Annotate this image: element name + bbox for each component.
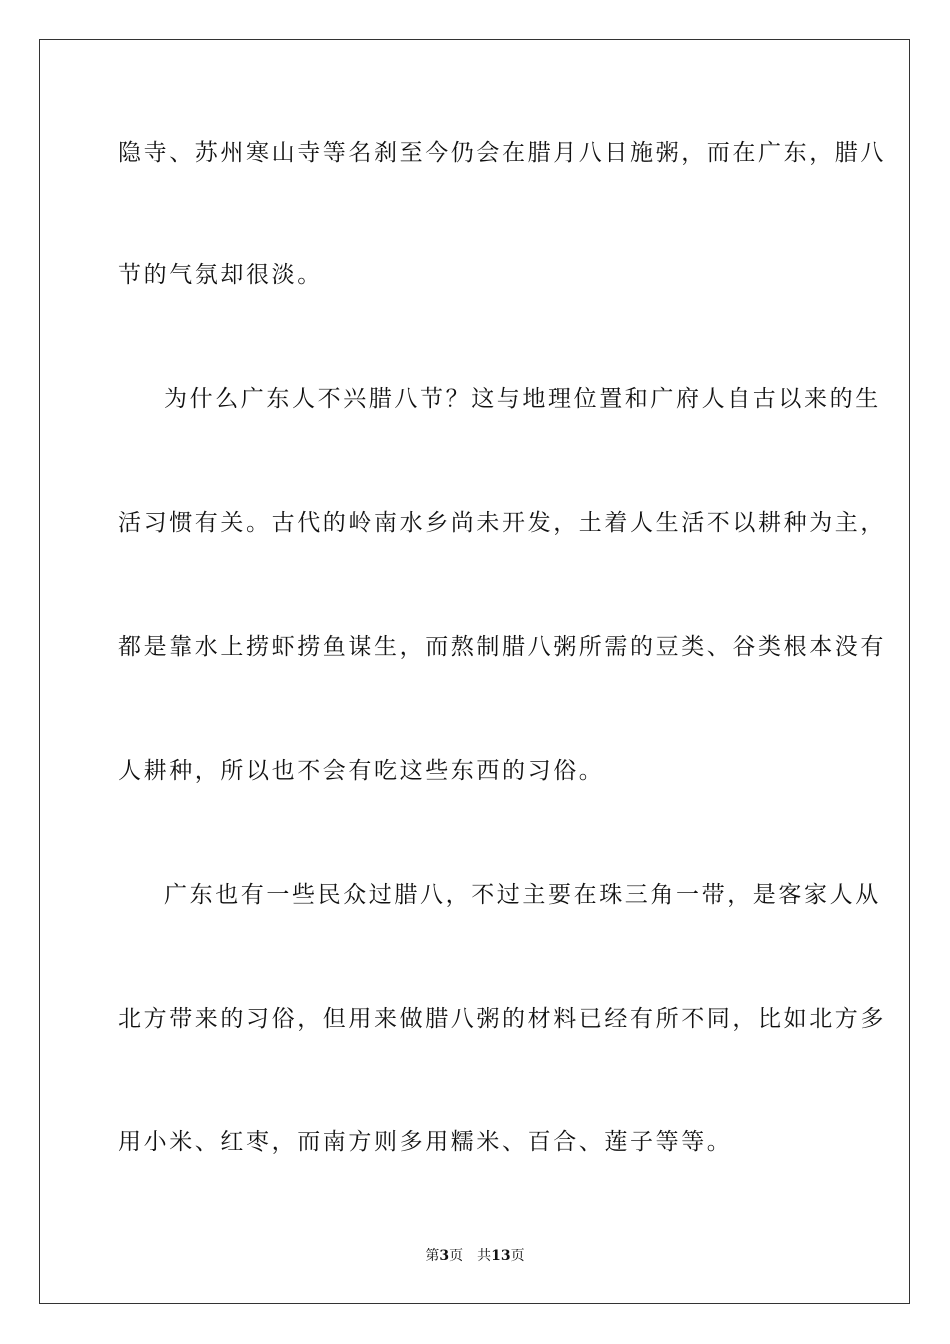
paragraph-start-line: 为什么广东人不兴腊八节？这与地理位置和广府人自古以来的生	[164, 386, 881, 412]
page-footer	[0, 1247, 950, 1265]
page-frame	[39, 39, 910, 1304]
text-line: 人耕种，所以也不会有吃这些东西的习俗。	[118, 758, 605, 784]
text-line: 北方带来的习俗，但用来做腊八粥的材料已经有所不同，比如北方多	[118, 1006, 886, 1032]
page-number: 3	[439, 1248, 450, 1264]
text-line: 活习惯有关。古代的岭南水乡尚未开发，土着人生活不以耕种为主，	[118, 510, 886, 536]
text-line: 都是靠水上捞虾捞鱼谋生，而熬制腊八粥所需的豆类、谷类根本没有	[118, 634, 886, 660]
page-label-suffix: 页	[449, 1248, 464, 1264]
total-label-prefix: 共	[477, 1248, 492, 1264]
page-label-prefix: 第	[425, 1248, 440, 1264]
paragraph-start-line: 广东也有一些民众过腊八，不过主要在珠三角一带，是客家人从	[164, 882, 881, 908]
total-pages: 13	[491, 1248, 511, 1264]
total-label-suffix: 页	[510, 1248, 525, 1264]
text-line: 隐寺、苏州寒山寺等名刹至今仍会在腊月八日施粥，而在广东，腊八	[118, 140, 886, 166]
text-line: 用小米、红枣，而南方则多用糯米、百合、莲子等等。	[118, 1129, 733, 1155]
text-line: 节的气氛却很淡。	[118, 262, 323, 288]
